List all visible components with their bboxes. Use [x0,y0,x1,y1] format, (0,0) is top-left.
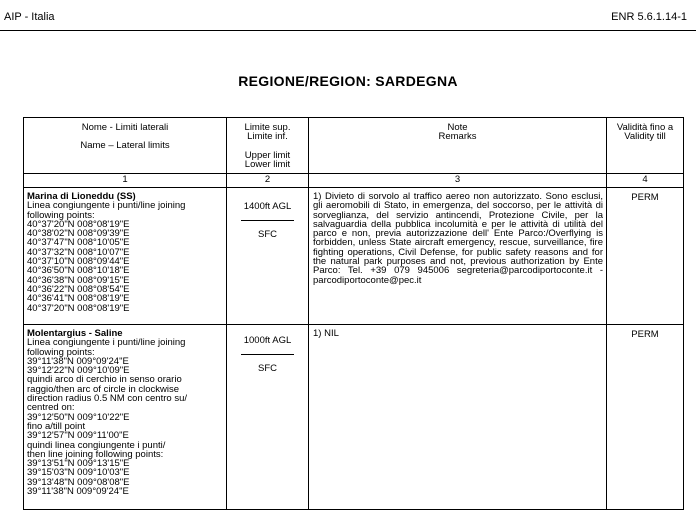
coordinate: 40°36'38"N 008°09'15"E [27,274,130,286]
coordinate: 40°37'10"N 008°09'44"E [27,256,130,268]
column-number: 4 [607,174,684,188]
validity-cell [607,188,684,325]
limit-line: following points: [27,346,95,358]
coordinate: 40°36'50"N 008°10'18"E [27,265,130,277]
header-validity [607,118,684,174]
lower-limit: SFC [258,229,277,241]
upper-limit: 1000ft AGL [243,335,292,346]
coordinate: 39°13'48"N 009°08'08"E [27,476,130,488]
header-validity-en: Validity till [624,131,666,143]
table-header-row [24,118,684,174]
restricted-areas-table [23,117,684,510]
remarks-text: 1) NIL [313,328,339,339]
table-row [24,188,684,325]
header-lower-it: Limite inf. [247,131,288,143]
column-number: 2 [227,174,309,188]
remarks-cell [309,188,607,325]
page-header-right: ENR 5.6.1.14-1 [611,11,687,23]
remarks-cell [309,325,607,510]
validity-value: PERM [631,329,659,340]
coordinate: 39°15'03"N 009°10'03"E [27,467,130,479]
coordinate: 39°11'38"N 009°09'24"E [27,355,129,367]
table-row [24,325,684,510]
header-upper-en: Upper limit [244,149,291,161]
limit-line: Linea congiungente i punti/line joining [27,337,186,349]
header-limits [227,118,309,174]
limit-line: direction radius 0.5 NM con centro su/ [27,393,187,405]
page-header-left: AIP - Italia [4,11,55,23]
limit-line: centred on: [27,402,75,414]
limit-line: Linea congiungente i punti/line joining [27,200,186,212]
validity-value: PERM [631,192,659,203]
header-upper-it: Limite sup. [244,122,291,133]
header-validity-it: Validità fino a [616,122,674,133]
coordinate: 40°36'41"N 008°08'19"E [27,293,130,305]
header-remarks-it: Note [447,122,468,133]
column-number: 1 [24,174,227,188]
header-lower-en: Lower limit [244,158,291,170]
coordinate: 40°37'20"N 008°08'19"E [27,302,130,314]
validity-cell [607,325,684,510]
header-name-it: Nome - Limiti laterali [81,122,169,133]
header-name-en: Name – Lateral limits [80,140,170,152]
coordinate: 39°13'51"N 009°13'15"E [27,458,130,470]
coordinate: 40°37'20"N 008°08'19"E [27,218,130,230]
header-remarks [309,118,607,174]
upper-limit: 1400ft AGL [243,201,292,212]
header-name-limits [24,118,227,174]
coordinate: 40°37'32"N 008°10'07"E [27,246,130,258]
area-name-limits-cell [24,188,227,325]
header-remarks-en: Remarks [438,131,477,143]
coordinate: 40°38'02"N 008°09'39"E [27,228,130,240]
page-title: REGIONE/REGION: SARDEGNA [238,73,458,89]
limit-line: raggio/then arc of circle in clockwise [27,383,180,395]
vertical-limits-cell [227,188,309,325]
area-name: Marina di Lioneddu (SS) [27,191,136,202]
coordinate: 39°12'22"N 009°10'09"E [27,365,130,377]
limit-line: fino a/till point [27,420,86,432]
limit-line: quindi linea congiungente i punti/ [27,439,166,451]
coordinate: 40°37'47"N 008°10'05"E [27,237,130,249]
vertical-limits-cell [227,325,309,510]
coordinate: 40°36'22"N 008°08'54"E [27,283,130,295]
vertical-limits [235,336,300,374]
coordinate: 39°12'57"N 009°11'00"E [27,430,129,442]
area-name-limits-cell [24,325,227,510]
remarks-text: 1) Divieto di sorvolo al traffico aereo non autorizzato. Sono esclusi, gli aeromobili di Stato, in emergenza, del soccorso, per le attività di sorveglianza, del servizio antincendi, Protezione Civile, per la salvaguardia della pubblica incolumità e per le attività di utilità del parco e non, previa autorizzazione dell' Ente Parco:/Overflying is forbidden, unless State aircraft emergency, rescue, surveillance, fire fighting operations, Civil Defense, for public safety reasons and for the natural park purposes and not, previous authorization by Ente Parco: Tel. +39 079 945006 segreteria@parcodiportoconte.it - parcodiportoconte@pec.it [313,191,603,286]
limit-line: quindi arco di cerchio in senso orario [27,374,182,386]
coordinate: 39°11'38"N 009°09'24"E [27,486,129,498]
limit-line: then line joining following points: [27,448,164,460]
column-number: 3 [309,174,607,188]
limit-line: following points: [27,209,95,221]
lower-limit: SFC [258,363,277,375]
header-rule [0,30,696,31]
coordinate: 39°12'50"N 009°10'22"E [27,411,130,423]
column-number-row [24,174,684,188]
vertical-limits [235,202,300,240]
area-name: Molentargius - Saline [27,328,123,339]
